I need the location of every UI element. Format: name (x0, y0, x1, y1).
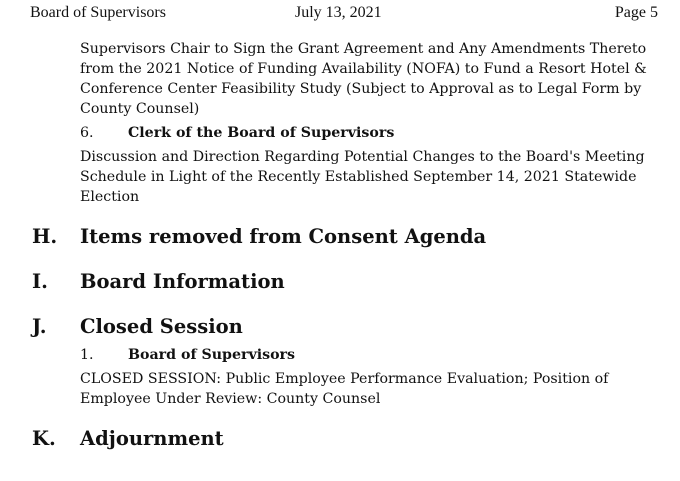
section-letter: J. (32, 315, 47, 338)
intro-line: Conference Center Feasibility Study (Subject to Approval as to Legal Form by (80, 81, 642, 97)
intro-line: from the 2021 Notice of Funding Availability (NOFA) to Fund a Resort Hotel & (80, 61, 647, 77)
item-department: Board of Supervisors (128, 347, 296, 363)
description-line: Employee Under Review: County Counsel (80, 391, 381, 407)
section-i-heading (32, 268, 652, 296)
section-k-heading (32, 425, 652, 453)
item-6-description (80, 147, 660, 207)
description-line: Discussion and Direction Regarding Potential Changes to the Board's Meeting (80, 149, 645, 165)
section-letter: H. (32, 225, 58, 248)
intro-line: Supervisors Chair to Sign the Grant Agreement and Any Amendments Thereto (80, 41, 647, 57)
page-header (0, 4, 680, 24)
section-title: Board Information (80, 270, 285, 293)
header-date: July 13, 2021 (295, 4, 382, 21)
header-page-number: Page 5 (614, 4, 658, 21)
section-title: Closed Session (80, 315, 243, 338)
item-number: 6. (80, 125, 94, 141)
section-j-heading (32, 313, 652, 341)
description-line: Schedule in Light of the Recently Established September 14, 2021 Statewide (80, 169, 637, 185)
section-h-heading (32, 223, 652, 251)
item-department: Clerk of the Board of Supervisors (128, 125, 395, 141)
description-line: CLOSED SESSION: Public Employee Performance Evaluation; Position of (80, 371, 609, 387)
section-letter: I. (32, 270, 48, 293)
intro-line: County Counsel) (80, 101, 200, 117)
section-title: Items removed from Consent Agenda (80, 225, 487, 248)
item-j1-description (80, 369, 660, 409)
section-title: Adjournment (80, 427, 224, 450)
description-line: Election (80, 189, 140, 205)
intro-paragraph (80, 39, 660, 119)
section-letter: K. (32, 427, 56, 450)
item-number: 1. (80, 347, 94, 363)
header-board-name: Board of Supervisors (30, 4, 166, 21)
